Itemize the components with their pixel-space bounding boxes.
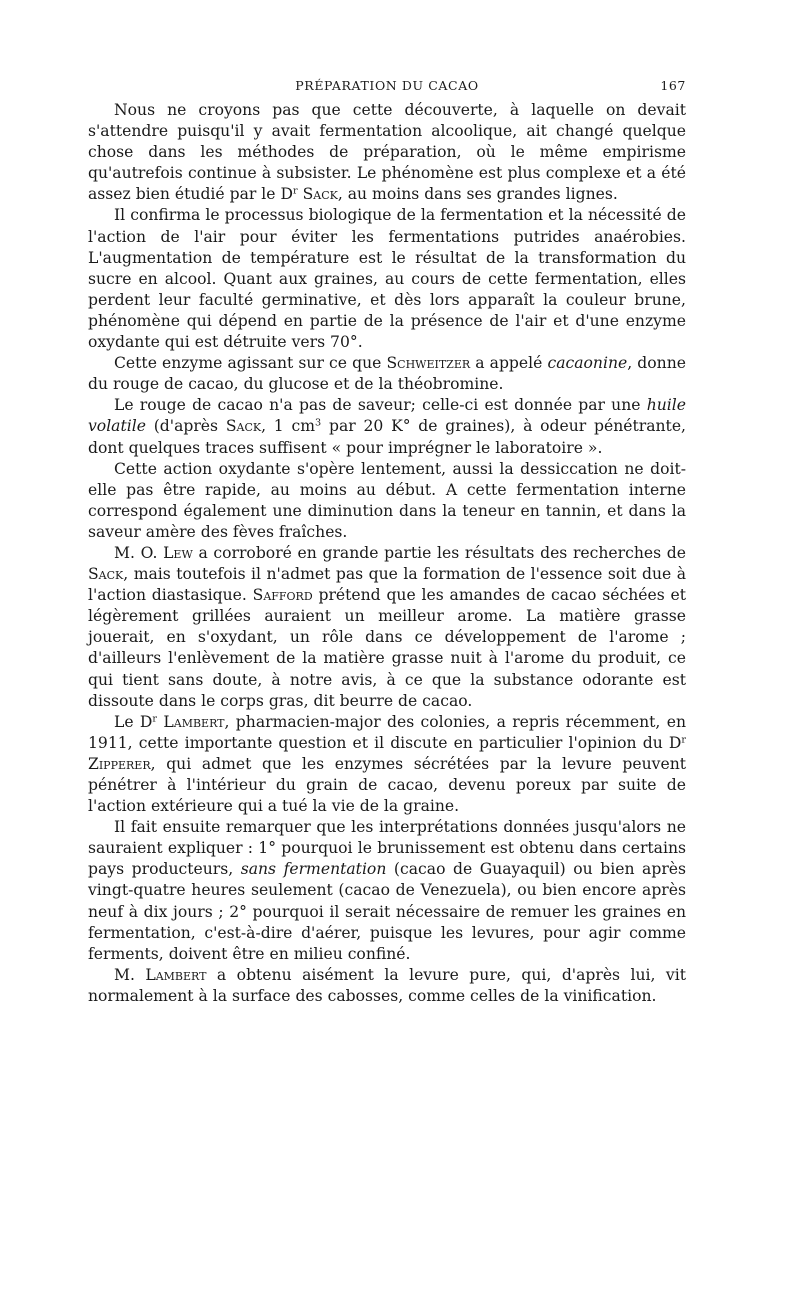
author-name: Sack <box>88 565 124 584</box>
author-name: Sack <box>225 417 262 436</box>
paragraph-6: M. O. Lew a corroboré en grande partie les résultats des recherches de Sack, mais toutefois il n'admet pas que la formation de l'essence soit due à l'action diastasique. Safford prétend que les amandes de cacao séchées et légèrement grillées auraient un meilleur arome. La matière grasse jouerait, en s'oxydant, un rôle dans ce développement de l'arome ; d'ailleurs l'enlèvement de la matière grasse nuit à l'arome du produit, ce qui tient sans doute, à notre avis, à ce que la substance odorante est dissoute dans le corps gras, dit beurre de cacao. <box>88 543 686 710</box>
author-name: Zipperer <box>88 754 151 773</box>
italic-term: sans fermentation <box>240 860 387 879</box>
author-name: Lew <box>163 543 193 562</box>
author-name: Safford <box>252 586 313 605</box>
running-title: PRÉPARATION DU CACAO <box>295 78 479 93</box>
paragraph-1: Nous ne croyons pas que cette découverte, à laquelle on devait s'attendre puisqu'il y avait fermentation alcoolique, ait changé quelque chose dans les méthodes de préparation, où le même empirisme qu'autrefois continue à subsister. Le phénomène est plus complexe et a été assez bien étudié par le $D^r$ Sack, au moins dans ses grandes lignes. <box>88 101 686 204</box>
paragraph-8: Il fait ensuite remarquer que les interprétations données jusqu'alors ne sauraient expliquer : 1° pourquoi le brunissement est obtenu dans certains pays producteurs, sans fermentation (cacao de Guayaquil) ou bien après vingt-quatre heures seulement (cacao de Venezuela), ou bien encore après neuf à dix jours ; 2° pourquoi il serait nécessaire de remuer les graines en fermentation, c'est-à-dire d'aérer, puisque les levures, pour agir comme ferments, doivent être en milieu confiné. <box>88 818 687 963</box>
paragraph-9: M. Lambert a obtenu aisément la levure pure, qui, d'après lui, vit normalement à la surface des cabosses, comme celles de la vinification. <box>88 965 686 1005</box>
paragraph-4: Le rouge de cacao n'a pas de saveur; celle-ci est donnée par une huile volatile (d'après Sack, 1 $cm^3$ par 20 K° de graines), à odeur pénétrante, dont quelques traces suffisent « pour imprégner le laboratoire ». <box>88 396 687 457</box>
paragraph-3: Cette enzyme agissant sur ce que Schweitzer a appelé cacaonine, donne du rouge de cacao, du glucose et de la théobromine. <box>88 354 686 394</box>
paragraph-2: Il confirma le processus biologique de la fermentation et la nécessité de l'action de l'air pour éviter les fermentations putrides anaérobies. L'augmentation de température est le résultat de la transformation du sucre en alcool. Quant aux graines, au cours de cette fermentation, elles perdent leur faculté germinative, et dès lors apparaît la couleur brune, phénomène qui dépend en partie de la présence de l'air et d'une enzyme oxydante qui est détruite vers 70°. <box>88 206 686 352</box>
paragraph-5: Cette action oxydante s'opère lentement, aussi la dessiccation ne doit-elle pas être rapide, au moins au début. A cette fermentation interne correspond également une diminution dans la teneur en tannin, et dans la saveur amère des fèves fraîches. <box>88 459 686 541</box>
author-name: Schweitzer <box>386 354 471 373</box>
author-name: Lambert <box>163 712 225 731</box>
author-name: Lambert <box>145 965 207 984</box>
paragraph-7: Le $D^r$ Lambert, pharmacien-major des colonies, a repris récemment, en 1911, cette importante question et il discute en particulier l'opinion du $D^r$ Zipperer, qui admet que les enzymes sécrétées par la levure peuvent pénétrer à l'intérieur du grain de cacao, devenu poreux par suite de l'action extérieure qui a tué la vie de la graine. <box>88 712 686 816</box>
page-number: 167 <box>660 78 686 93</box>
book-page <box>88 74 686 1007</box>
page-header <box>88 74 686 100</box>
author-name: Sack <box>302 185 338 204</box>
italic-term: huile volatile <box>88 396 686 436</box>
body-text <box>88 100 686 1007</box>
italic-term: cacaonine <box>547 354 628 373</box>
